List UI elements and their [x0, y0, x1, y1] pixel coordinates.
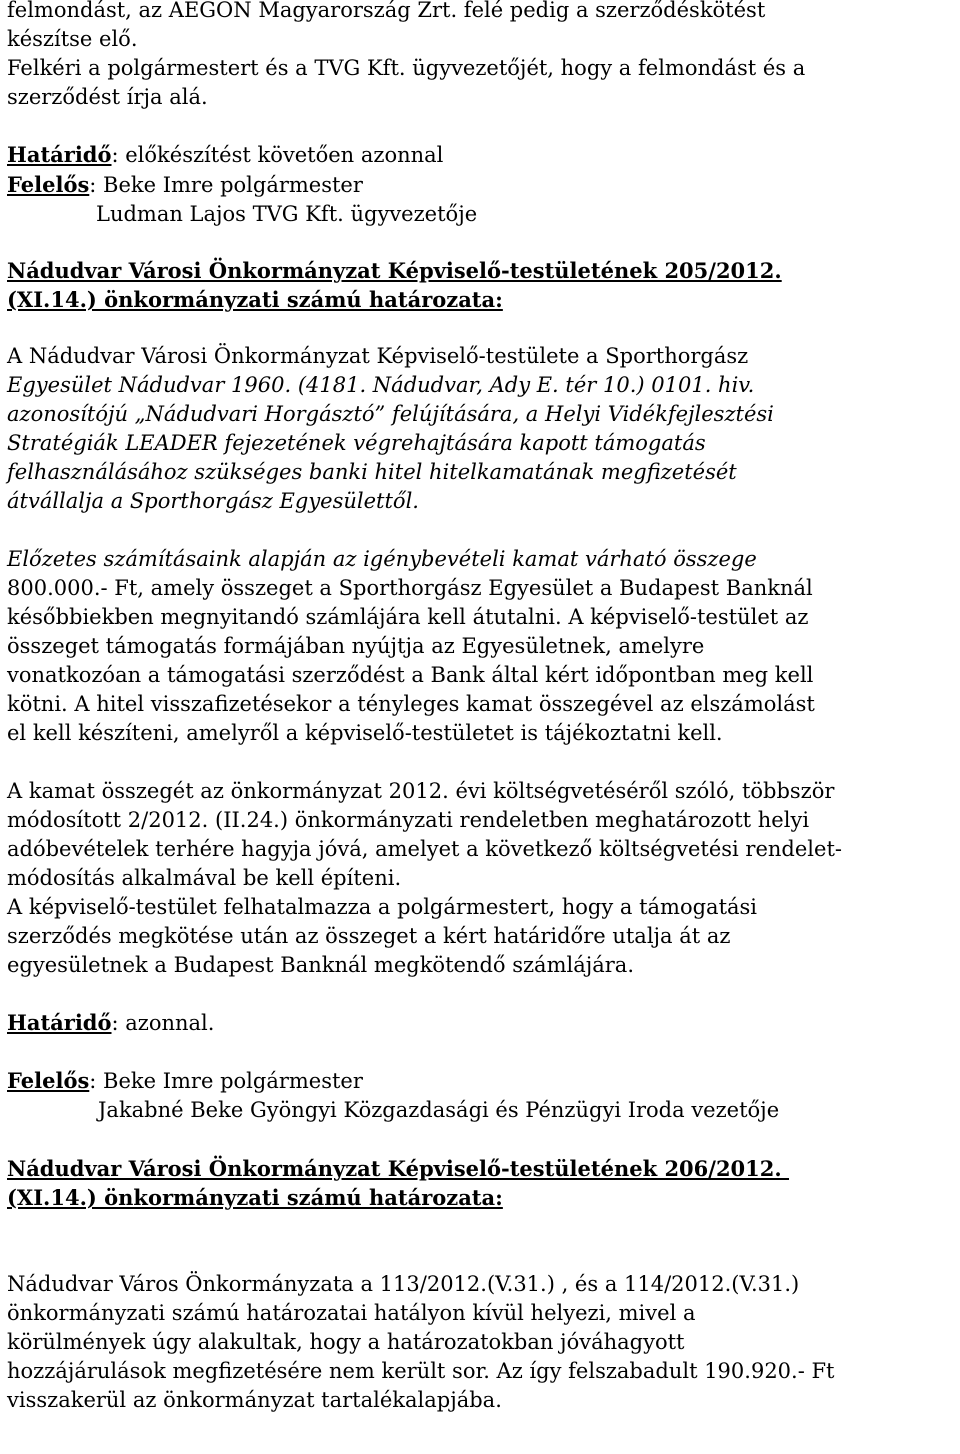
- resolution-206: [7, 1154, 953, 1415]
- text-line: Stratégiák LEADER fejezetének végrehajtására kapott támogatás: [7, 431, 706, 455]
- text-line: A Nádudvar Városi Önkormányzat Képviselő-testülete a Sporthorgász: [7, 344, 749, 368]
- text-line: felmondást, az AEGON Magyarország Zrt. felé pedig a szerződéskötést: [7, 0, 766, 22]
- deadline-value: : azonnal.: [111, 1011, 215, 1035]
- resolution-title: Nádudvar Városi Önkormányzat Képviselő-testületének 206/2012.: [7, 1156, 790, 1181]
- text-line: 800.000.- Ft, amely összeget a Sporthorgász Egyesület a Budapest Banknál: [7, 576, 813, 600]
- text-line: egyesületnek a Budapest Banknál megkötendő számlájára.: [7, 953, 634, 977]
- responsible-second: Jakabné Beke Gyöngyi Közgazdasági és Pénzügyi Iroda vezetője: [98, 1098, 780, 1122]
- resolution-paragraph: [7, 777, 953, 980]
- responsible-value: : Beke Imre polgármester: [89, 173, 363, 197]
- text-line: el kell készíteni, amelyről a képviselő-testületet is tájékoztatni kell.: [7, 721, 723, 745]
- text-line: visszakerül az önkormányzat tartalékalapjába.: [7, 1388, 502, 1412]
- deadline-label: Határidő: [7, 1010, 112, 1035]
- text-line: szerződést írja alá.: [7, 85, 208, 109]
- text-line: azonosítójú „Nádudvari Horgásztó” felújítására, a Helyi Vidékfejlesztési: [7, 402, 774, 426]
- text-line: adóbevételek terhére hagyja jóvá, amelyet a következő költségvetési rendelet-: [7, 837, 842, 861]
- text-line: Előzetes számításaink alapján az igénybevételi kamat várható összege: [7, 547, 757, 571]
- resolution-paragraph: [7, 545, 953, 748]
- responsible-line: [7, 170, 953, 200]
- responsible-label: Felelős: [7, 1068, 90, 1093]
- text-line: szerződés megkötése után az összeget a kért határidőre utalja át az: [7, 924, 731, 948]
- text-line: összeget támogatás formájában nyújtja az Egyesületnek, amelyre: [7, 634, 705, 658]
- text-line: hozzájárulások megfizetésére nem került sor. Az így felszabadult 190.920.- Ft: [7, 1359, 835, 1383]
- text-line: Egyesület Nádudvar 1960. (4181. Nádudvar, Ady E. tér 10.) 0101. hiv.: [7, 373, 755, 397]
- deadline-line: [7, 140, 953, 170]
- deadline-label: Határidő: [7, 142, 112, 167]
- resolution-paragraph: [7, 342, 953, 516]
- responsible-block: [7, 1066, 953, 1125]
- text-line: későbbiekben megnyitandó számlájára kell átutalni. A képviselő-testület az: [7, 605, 809, 629]
- resolution-205: [7, 256, 953, 1125]
- resolution-title: Nádudvar Városi Önkormányzat Képviselő-testületének 205/2012.: [7, 258, 782, 283]
- text-line: A képviselő-testület felhatalmazza a polgármestert, hogy a támogatási: [7, 895, 758, 919]
- text-line: átvállalja a Sporthorgász Egyesülettől.: [7, 489, 419, 513]
- text-line: önkormányzati számú határozatai hatályon kívül helyezi, mivel a: [7, 1301, 696, 1325]
- responsible-value: : Beke Imre polgármester: [89, 1069, 363, 1093]
- text-line: módosítás alkalmával be kell építeni.: [7, 866, 402, 890]
- text-line: A kamat összegét az önkormányzat 2012. évi költségvetéséről szóló, többször: [7, 779, 835, 803]
- resolution-paragraph: [7, 1270, 953, 1415]
- responsible-line: [7, 1066, 953, 1096]
- text-line: Nádudvar Város Önkormányzata a 113/2012.(V.31.) , és a 114/2012.(V.31.): [7, 1272, 800, 1296]
- intro-text: [7, 0, 953, 112]
- responsible-label: Felelős: [7, 172, 90, 197]
- text-line: felhasználásához szükséges banki hitel hitelkamatának megfizetését: [7, 460, 737, 484]
- deadline-line: [7, 1008, 953, 1038]
- text-line: Felkéri a polgármestert és a TVG Kft. ügyvezetőjét, hogy a felmondást és a: [7, 56, 806, 80]
- deadline-block-1: [7, 140, 953, 229]
- text-line: módosított 2/2012. (II.24.) önkormányzati rendeletben meghatározott helyi: [7, 808, 810, 832]
- resolution-title: (XI.14.) önkormányzati számú határozata:: [7, 1185, 503, 1210]
- responsible-second: Ludman Lajos TVG Kft. ügyvezetője: [96, 202, 478, 226]
- text-line: körülmények úgy alakultak, hogy a határozatokban jóváhagyott: [7, 1330, 685, 1354]
- deadline-value: : előkészítést követően azonnal: [111, 143, 444, 167]
- text-line: kötni. A hitel visszafizetésekor a tényleges kamat összegével az elszámolást: [7, 692, 815, 716]
- text-line: vonatkozóan a támogatási szerződést a Bank által kért időpontban meg kell: [7, 663, 814, 687]
- text-line: készítse elő.: [7, 27, 138, 51]
- resolution-title: (XI.14.) önkormányzati számú határozata:: [7, 287, 503, 312]
